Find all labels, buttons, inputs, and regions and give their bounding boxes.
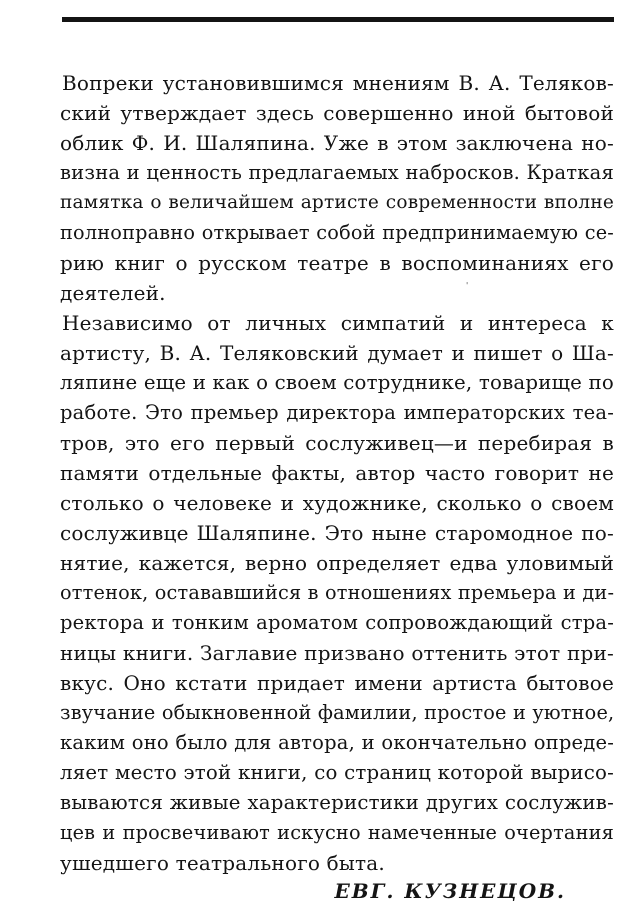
paragraph-2-line-14: звучание обыкновенной фамилии, простое и уютное, xyxy=(60,701,615,724)
paragraph-1-line-4: визна и ценность предлагаемых набросков. Краткая xyxy=(60,161,614,184)
paragraph-2-line-8: сослуживце Шаляпине. Это ныне старомодное по- xyxy=(60,521,614,545)
paragraph-2-line-13: вкус. Оно кстати придает имени артиста бытовое xyxy=(60,671,614,695)
paragraph-1-line-2: ский утверждает здесь совершенно иной бытовой xyxy=(60,101,614,125)
paragraph-2-line-19: ушедшего театрального быта. xyxy=(60,851,385,875)
paragraph-2-line-3: ляпине еще и как о своем сотруднике, товарище по xyxy=(60,371,614,394)
paragraph-2-line-6: памяти отдельные факты, автор часто говорит не xyxy=(60,461,614,485)
paragraph-2-line-2: артисту, В. А. Теляковский думает и пишет о Ша- xyxy=(60,341,614,365)
paragraph-2-line-10: оттенок, остававшийся в отношениях премьера и ди- xyxy=(60,581,615,604)
paragraph-1-line-5: памятка о величайшем артисте современности вполне xyxy=(60,192,614,213)
paragraph-1-line-6: полноправно открывает собой предпринимаемую се- xyxy=(60,221,614,244)
preface-text xyxy=(60,68,614,878)
author-signature: ЕВГ. КУЗНЕЦОВ. xyxy=(334,879,566,903)
margin-mark: ' xyxy=(466,281,469,290)
top-horizontal-rule xyxy=(62,17,614,22)
paragraph-2-line-15: каким оно было для автора, и окончательно опреде- xyxy=(60,731,614,754)
paragraph-2-line-7: столько о человеке и художнике, сколько о своем xyxy=(60,491,614,515)
paragraph-2-line-1: Независимо от личных симпатий и интереса к xyxy=(62,311,614,335)
paragraph-1-line-1: Вопреки установившимся мнениям В. А. Теляков- xyxy=(62,71,614,95)
paragraph-2-line-9: нятие, кажется, верно определяет едва уловимый xyxy=(60,551,614,575)
paragraph-2-line-5: тров, это его первый сослуживец—и перебирая в xyxy=(60,431,614,455)
paragraph-2-line-11: ректора и тонким ароматом сопровождающий стра- xyxy=(60,611,614,634)
paragraph-2-line-18: цев и просвечивают искусно намеченные очертания xyxy=(60,821,614,844)
paragraph-2-line-16: ляет место этой книги, со страниц которой вырисо- xyxy=(60,761,614,784)
paragraph-1-line-3: облик Ф. И. Шаляпина. Уже в этом заключена но- xyxy=(60,131,614,155)
paragraph-1-line-7: рию книг о русском театре в воспоминаниях его xyxy=(60,251,614,275)
paragraph-2-line-4: работе. Это премьер директора императорских теа- xyxy=(60,401,614,424)
paragraph-1-line-8: деятелей. xyxy=(60,281,166,305)
paragraph-2-line-12: ницы книги. Заглавие призвано оттенить этот при- xyxy=(60,641,614,665)
paragraph-2-line-17: вываются живые характеристики других сослужив- xyxy=(60,791,614,814)
